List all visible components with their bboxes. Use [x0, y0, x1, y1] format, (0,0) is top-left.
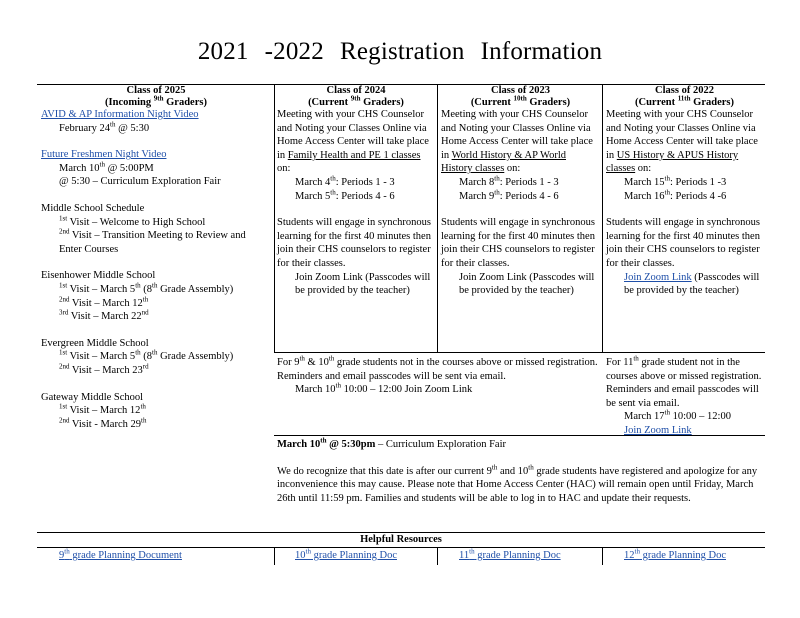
- class-2024-sync-text: Students will engage in synchronous learning for the first 40 minutes then join their CHS counselors to register for their classes.: [277, 217, 431, 269]
- class-2022-zoom: Join Zoom Link (Passcodes will be provided by the teacher): [624, 271, 760, 297]
- resource-11th: [441, 549, 600, 563]
- evergreen-visit-2: $^{2nd}$ Visit – March 23rd: [59, 362, 149, 376]
- freshmen-night-date: March 10th @ 5:00PM: [59, 160, 154, 174]
- eisenhower-visit-1: $^{1st}$ Visit – March 5th (8th Grade Assembly): [59, 281, 234, 295]
- 10th-grade-planning-link[interactable]: 10th grade Planning Doc: [295, 547, 397, 561]
- class-2023-header: Class of 2023 (Current $^{10th}$ Graders): [470, 85, 571, 108]
- class-2022-date-1: March 15th: Periods 1 -3: [624, 174, 727, 188]
- helpful-resources-title: Helpful Resources: [360, 534, 442, 545]
- class-2024-zoom: Join Zoom Link (Passcodes will be provided by the teacher): [295, 271, 431, 297]
- fair-body: We do recognize that this date is after our current 9th and 10th grade students have registered and apologize for any inconvenience this may cause. Please note that Home Access Center (HAC) will remain open until Friday, March 26th until 11:59 pm. Families and students will be able to log in to HAC and update their requests.: [277, 463, 758, 504]
- eisenhower-visit-3: $^{3rd}$ Visit – March 22nd: [59, 308, 149, 323]
- ms-visit-1: $^{1st}$ Visit – Welcome to High School: [59, 214, 206, 228]
- fair-title: March 10th @ 5:30pm – Curriculum Exploration Fair: [277, 436, 507, 450]
- class-2023-zoom: Join Zoom Link (Passcodes will be provided by the teacher): [459, 271, 595, 297]
- resource-9th: [41, 549, 271, 563]
- 9th-grade-planning-link[interactable]: 9th grade Planning Document: [59, 547, 182, 561]
- evergreen-title: Evergreen Middle School: [41, 337, 149, 349]
- missed-910-zoom: March 10th 10:00 – 12:00 Join Zoom Link: [295, 381, 473, 396]
- class-2023-column: [441, 85, 600, 298]
- avid-ap-video-link[interactable]: AVID & AP Information Night Video: [41, 109, 199, 120]
- missed-11-text: For 11th grade student not in the courses above or missed registration. Reminders and email passcodes will be sent via email.: [606, 354, 762, 409]
- gateway-title: Gateway Middle School: [41, 391, 144, 403]
- class-2025-column: [41, 85, 271, 431]
- class-2024-column: [277, 85, 435, 298]
- class-2022-zoom-link[interactable]: Join Zoom Link: [624, 271, 692, 283]
- class-2022-sync-text: Students will engage in synchronous learning for the first 40 minutes then join their CHS counselors to register for their classes.: [606, 217, 760, 269]
- class-2022-date-2: March 16th: Periods 4 -6: [624, 188, 727, 202]
- class-2024-date-1: March 4th: Periods 1 - 3: [295, 174, 395, 188]
- class-2022-header: Class of 2022 (Current $^{11th}$ Graders): [635, 85, 734, 108]
- registration-table: [37, 84, 765, 578]
- resource-12th: [606, 549, 763, 563]
- missed-11-zoom-link[interactable]: Join Zoom Link: [624, 424, 692, 436]
- missed-11-zoom: March 17th 10:00 – 12:00 Join Zoom Link: [624, 408, 731, 436]
- class-2024-intro: Meeting with your CHS Counselor and Noting your Classes Online via Home Access Center will take place in Family Health and PE 1 classes on:: [277, 109, 429, 175]
- eisenhower-title: Eisenhower Middle School: [41, 270, 156, 282]
- middle-school-schedule-title: Middle School Schedule: [41, 202, 145, 214]
- class-2023-date-1: March 8th: Periods 1 - 3: [459, 174, 559, 188]
- missed-11-section: [606, 356, 763, 438]
- missed-910-text: For 9th & 10th grade students not in the courses above or missed registration. Reminders and email passcodes will be sent via email.: [277, 354, 598, 382]
- ms-visit-2: $^{2nd}$ Visit – Transition Meeting to Review and Enter Courses: [59, 227, 246, 255]
- freshmen-night-video-link[interactable]: Future Freshmen Night Video: [41, 149, 167, 161]
- class-2023-intro: Meeting with your CHS Counselor and Noting your Classes Online via Home Access Center will take place in World History & AP World History classes on:: [441, 109, 593, 175]
- curriculum-fair-item: @ 5:30 – Curriculum Exploration Fair: [59, 176, 221, 188]
- class-2023-sync-text: Students will engage in synchronous learning for the first 40 minutes then join their CHS counselors to register for their classes.: [441, 217, 595, 269]
- class-2025-header: Class of 2025 (Incoming $^{9th}$ Graders): [105, 85, 207, 108]
- class-2024-header: Class of 2024 (Current $^{9th}$ Graders): [308, 85, 404, 108]
- info-night-date: February 24th @ 5:30: [59, 120, 150, 134]
- class-2023-date-2: March 9th: Periods 4 - 6: [459, 188, 559, 202]
- class-2022-intro: Meeting with your CHS Counselor and Noting your Classes Online via Home Access Center will take place in US History & APUS History classes on:: [606, 109, 758, 175]
- class-2022-column: [606, 85, 763, 298]
- eisenhower-visit-2: $^{2nd}$ Visit – March 12th: [59, 295, 149, 309]
- evergreen-visit-1: $^{1st}$ Visit – March 5th (8th Grade Assembly): [59, 348, 234, 363]
- page-title: 2021 -2022 Registration Information: [197, 38, 603, 65]
- missed-910-section: [277, 356, 599, 397]
- resource-10th: [277, 549, 435, 563]
- 11th-grade-planning-link[interactable]: 11th grade Planning Doc: [459, 547, 561, 561]
- 12th-grade-planning-link[interactable]: 12th grade Planning Doc: [624, 547, 726, 561]
- gateway-visit-1: $^{1st}$ Visit – March 12th: [59, 402, 146, 417]
- class-2024-date-2: March 5th: Periods 4 - 6: [295, 188, 395, 202]
- curriculum-fair-section: [277, 438, 761, 505]
- gateway-visit-2: $^{2nd}$ Visit - March 29th: [59, 416, 147, 430]
